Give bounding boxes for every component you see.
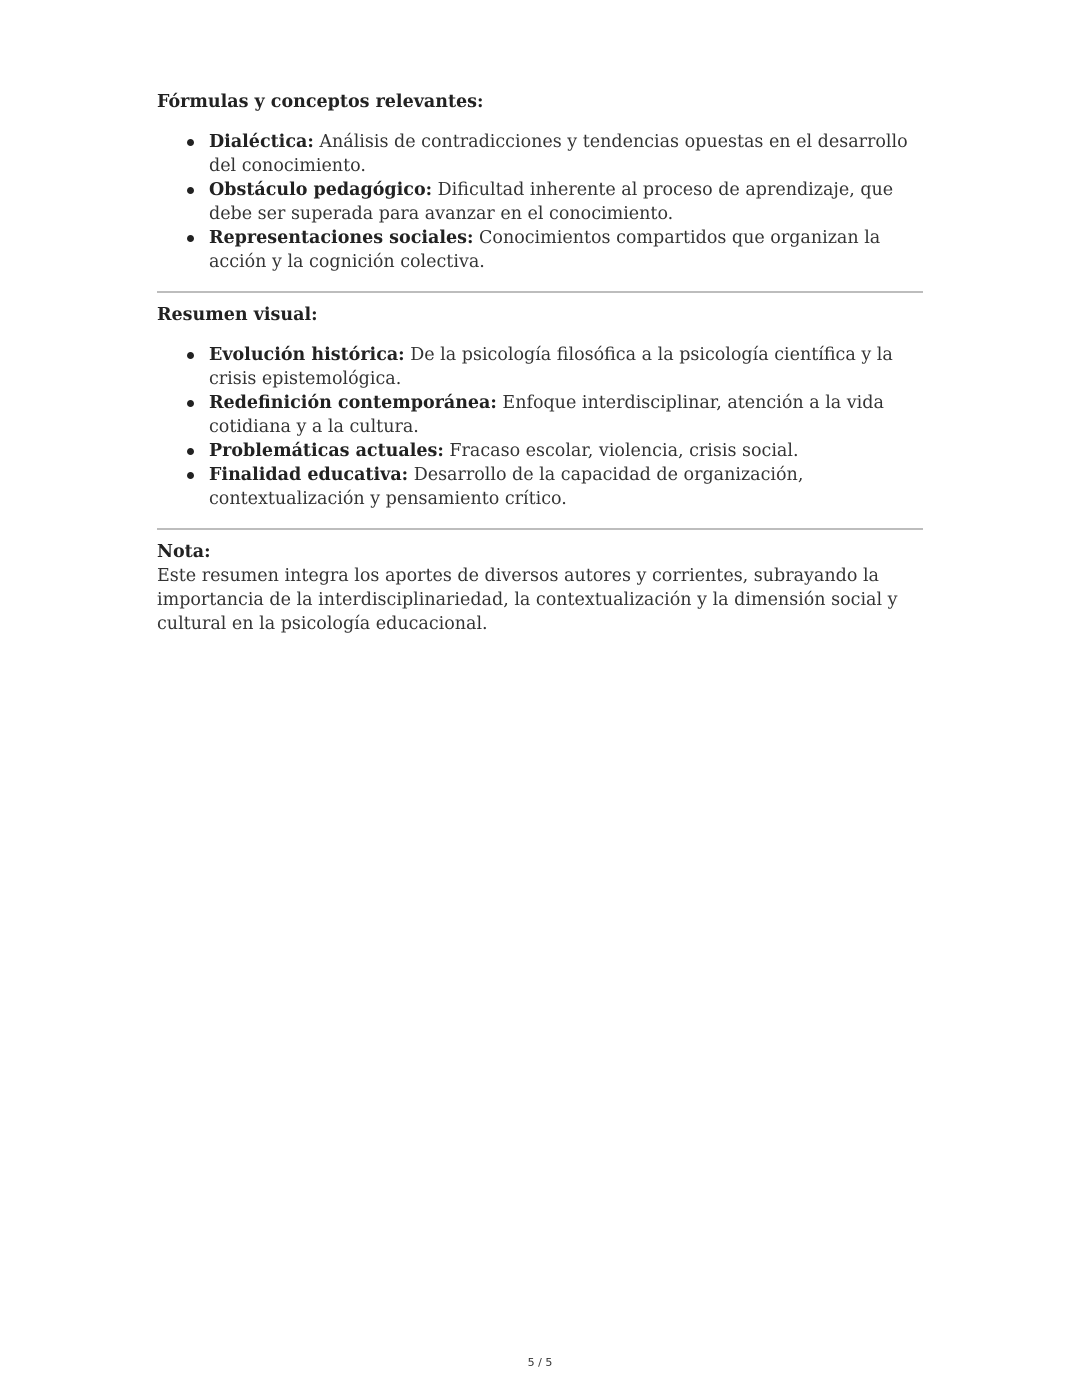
formulas-heading: Fórmulas y conceptos relevantes:	[157, 92, 484, 112]
note-heading: Nota:	[157, 542, 211, 562]
bullet-icon	[187, 187, 194, 194]
list-item-text: Enfoque interdisciplinar, atención a la vida cotidiana y a la cultura.	[209, 393, 884, 437]
list-item-text: Fracaso escolar, violencia, crisis social.	[443, 441, 799, 461]
formulas-list	[157, 130, 923, 274]
list-item	[209, 343, 923, 391]
bullet-icon	[187, 235, 194, 242]
bullet-icon	[187, 400, 194, 407]
document-page	[157, 90, 923, 636]
bullet-icon	[187, 139, 194, 146]
list-item-text: Conocimientos compartidos que organizan la acción y la cognición colectiva.	[209, 228, 881, 272]
list-item-text: Análisis de contradicciones y tendencias opuestas en el desarrollo del conocimiento.	[209, 132, 908, 176]
section-divider	[157, 528, 923, 530]
list-item-text: Dificultad inherente al proceso de aprendizaje, que debe ser superada para avanzar en el conocimiento.	[209, 180, 894, 224]
section-divider	[157, 291, 923, 293]
summary-list	[157, 343, 923, 511]
list-item-term: Problemáticas actuales:	[209, 441, 444, 461]
list-item-text: Desarrollo de la capacidad de organización, contextualización y pensamiento crítico.	[209, 465, 804, 509]
list-item	[209, 391, 923, 439]
bullet-icon	[187, 472, 194, 479]
list-item	[209, 178, 923, 226]
list-item	[209, 463, 923, 511]
list-item	[209, 439, 923, 463]
list-item	[209, 226, 923, 274]
list-item-text: De la psicología filosófica a la psicología científica y la crisis epistemológica.	[209, 345, 893, 389]
list-item-term: Redefinición contemporánea:	[209, 393, 497, 413]
list-item-term: Obstáculo pedagógico:	[209, 180, 433, 200]
page-number: 5 / 5	[527, 1356, 553, 1369]
summary-heading: Resumen visual:	[157, 305, 318, 325]
list-item-term: Representaciones sociales:	[209, 228, 474, 248]
list-item-term: Dialéctica:	[209, 132, 314, 152]
note-text: Este resumen integra los aportes de diversos autores y corrientes, subrayando la importancia de la interdisciplinariedad, la contextualización y la dimensión social y cultural en la psicología educacional.	[157, 566, 898, 634]
bullet-icon	[187, 448, 194, 455]
list-item-term: Evolución histórica:	[209, 345, 405, 365]
list-item-term: Finalidad educativa:	[209, 465, 409, 485]
bullet-icon	[187, 352, 194, 359]
list-item	[209, 130, 923, 178]
